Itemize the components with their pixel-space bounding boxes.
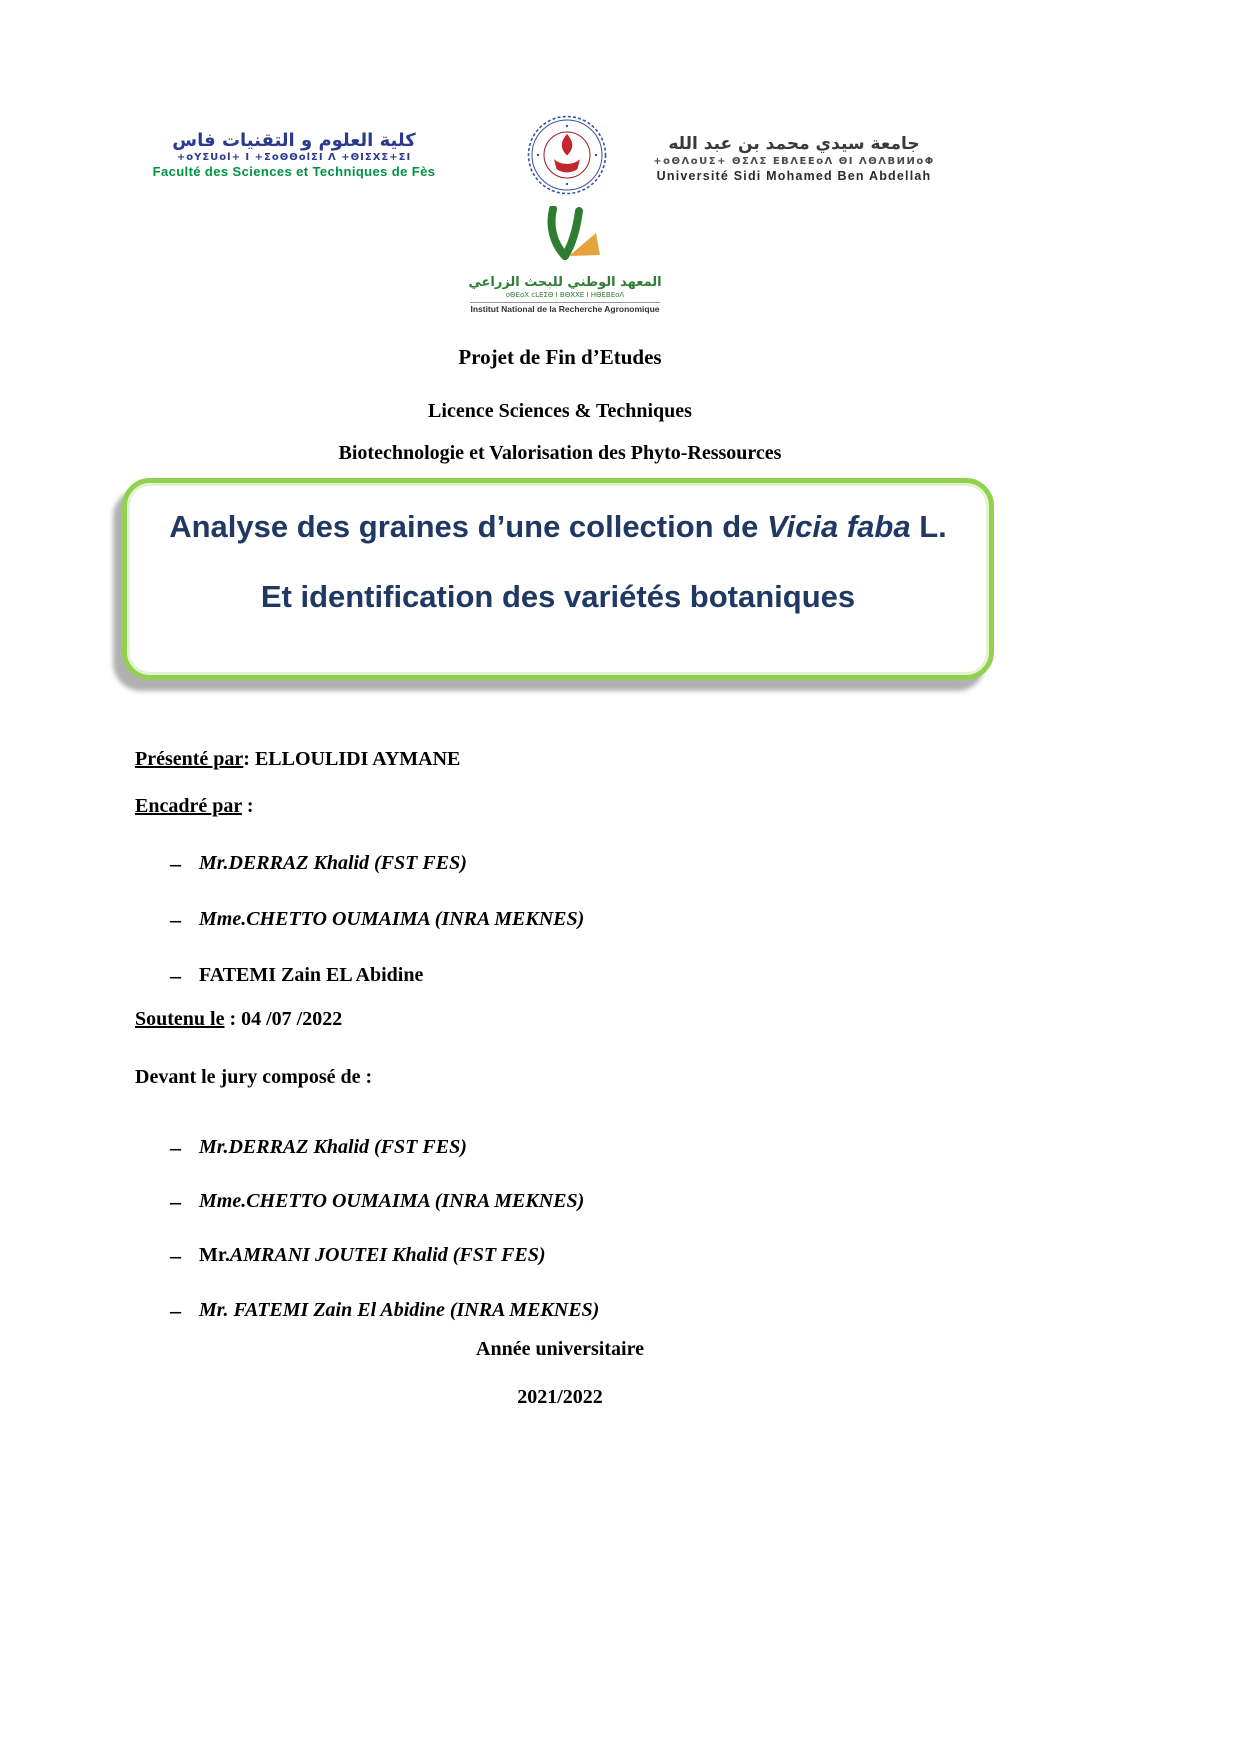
university-seal-icon: [526, 114, 608, 196]
usmba-logo: [638, 134, 950, 183]
jury-member-prefix: Mr.: [199, 1244, 230, 1267]
jury-list: [170, 1136, 599, 1353]
inra-logo-name: Institut National de la Recherche Agronomique: [470, 304, 660, 314]
list-item: [170, 1136, 599, 1160]
jury-member-name: AMRANI JOUTEI Khalid (FST FES): [229, 1244, 546, 1267]
presented-by-value: : ELLOULIDI AYMANE: [243, 748, 461, 770]
presented-by-line: [135, 748, 460, 771]
list-item: [170, 1244, 599, 1268]
project-heading: Projet de Fin d’Etudes: [458, 345, 662, 369]
dash-bullet-icon: –: [170, 907, 181, 933]
list-item: [170, 908, 584, 932]
list-item: [170, 1299, 599, 1323]
list-item: [170, 964, 584, 988]
main-title-line1: [127, 509, 989, 545]
main-title-line1-before: Analyse des graines d’une collection de: [169, 509, 768, 544]
main-title-line2: Et identification des variétés botaniques: [260, 579, 856, 614]
jury-member-name: Mr. FATEMI Zain El Abidine (INRA MEKNES): [199, 1298, 600, 1321]
jury-member: [199, 1244, 546, 1267]
dash-bullet-icon: –: [170, 963, 181, 989]
presented-by-label: Présenté par: [135, 748, 244, 770]
fst-logo-tifinagh: +oYΣUol+ I +ΣoΘΘolΣI Λ +ΘIΣΧΣ+ΣI: [176, 152, 412, 163]
dash-bullet-icon: –: [170, 1189, 181, 1215]
dash-bullet-icon: –: [170, 1135, 181, 1160]
usmba-logo-name: Université Sidi Mohamed Ben Abdellah: [656, 169, 932, 183]
jury-member: [199, 1299, 599, 1322]
list-item: [170, 1190, 599, 1214]
usmba-logo-tifinagh: +oΘΛoUΣ+ ΘΣΛΣ ΕΒΛΕΕoΛ ΘI ΛΘΛΒИИoΦ: [653, 156, 935, 167]
usmba-logo-arabic: جامعة سيدي محمد بن عبد الله: [668, 134, 920, 154]
academic-year-label: Année universitaire: [476, 1338, 644, 1360]
dash-bullet-icon: –: [170, 1297, 181, 1323]
fst-logo-name: Faculté des Sciences et Techniques de Fès: [152, 164, 436, 179]
jury-member-name: Mr.DERRAZ Khalid (FST FES): [199, 1136, 467, 1158]
specialty-heading: Biotechnologie et Valorisation des Phyto-Ressources: [338, 442, 782, 464]
jury-heading: Devant le jury composé de :: [135, 1066, 373, 1088]
jury-member-name: Mme.CHETTO OUMAIMA (INRA MEKNES): [199, 1190, 585, 1213]
defense-date-line: [135, 1008, 342, 1031]
main-title-box: [122, 478, 994, 680]
species-name: Vicia faba: [767, 509, 911, 544]
supervised-by-label: Encadré par: [135, 795, 242, 817]
supervisors-list: [170, 852, 584, 1021]
list-item: [170, 852, 584, 876]
supervised-by-colon: :: [241, 795, 254, 817]
dash-bullet-icon: –: [170, 851, 181, 876]
degree-heading: Licence Sciences & Techniques: [428, 400, 692, 422]
jury-member: [199, 1190, 584, 1213]
supervisor-name: FATEMI Zain EL Abidine: [199, 964, 424, 987]
supervisor-name: Mr.DERRAZ Khalid (FST FES): [199, 852, 467, 874]
defense-date-value: : 04 /07 /2022: [224, 1008, 343, 1030]
seal-graphic: [526, 114, 608, 196]
jury-member: [199, 1136, 467, 1159]
fst-logo-arabic: كلية العلوم و التقنيات فاس: [172, 130, 416, 151]
fst-logo: [148, 130, 440, 179]
inra-logo-arabic: المعهد الوطني للبحث الزراعي: [468, 275, 662, 290]
academic-year-value: 2021/2022: [517, 1386, 603, 1408]
defense-date-label: Soutenu le: [135, 1008, 225, 1030]
main-title-line1-after: L.: [910, 509, 947, 544]
dash-bullet-icon: –: [170, 1243, 181, 1269]
inra-logo: [462, 206, 668, 317]
supervisor-name: Mme.CHETTO OUMAIMA (INRA MEKNES): [199, 908, 585, 931]
inra-logo-tifinagh: oΘΕoΧ cLΕΣΘ I ΒΘΧΧΕ I ΗΘΕΒΕoΛ: [505, 291, 625, 299]
inra-plant-icon: [519, 206, 611, 268]
supervised-by-line: [135, 795, 254, 818]
